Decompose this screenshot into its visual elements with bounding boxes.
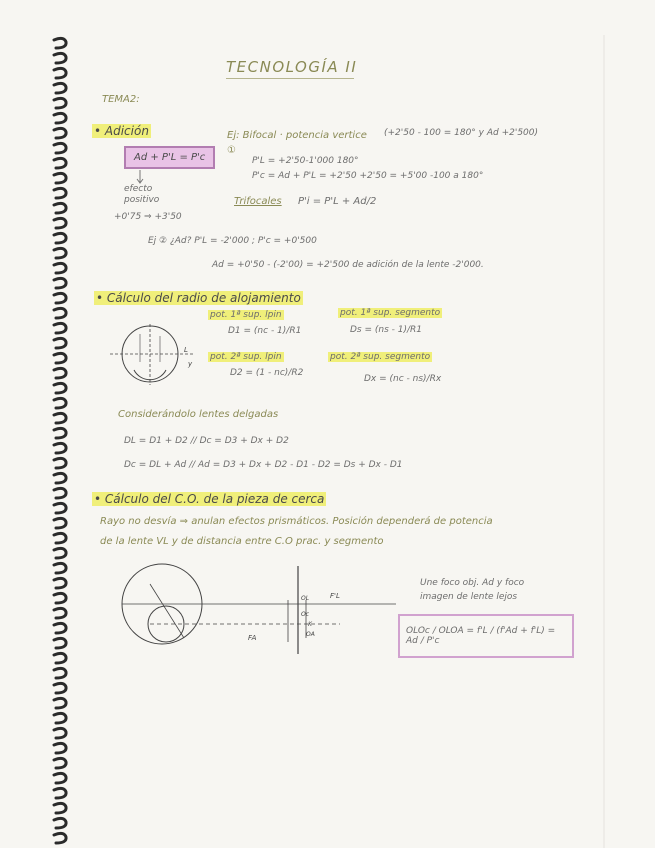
page-title: TECNOLOGÍA II [226, 58, 358, 76]
tema-label: TEMA2: [102, 94, 140, 105]
line-pc: P'c = Ad + P'L = +2'50 +2'50 = +5'00 -100 a 180° [252, 171, 484, 181]
label-oa: OA [306, 631, 315, 638]
ej1-label: Ej: Bifocal · potencia vertice [227, 130, 367, 141]
ej2-result: Ad = +0'50 - (-2'00) = +2'500 de adición de la lente -2'000. [212, 260, 484, 270]
f1-formula: D1 = (nc - 1)/R1 [228, 326, 302, 336]
adicion-range: +0'75 ⇒ +3'50 [114, 212, 182, 222]
section-heading-adicion: • Adición [94, 124, 149, 138]
ej1-circle: ① [227, 145, 236, 156]
paragraph-line-1: Rayo no desvía ⇒ anulan efectos prismáticos. Posición dependerá de potencia [100, 516, 493, 527]
svg-text:L: L [184, 346, 188, 354]
section-heading-radio: • Cálculo del radio de alojamiento [96, 291, 301, 305]
svg-text:y: y [188, 360, 193, 368]
f2-label: pot. 2ª sup. lpin [210, 352, 282, 362]
equation-1: DL = D1 + D2 // Dc = D3 + Dx + D2 [124, 436, 289, 446]
f2-formula: D2 = (1 - nc)/R2 [230, 368, 304, 378]
f3-label: pot. 1ª sup. segmento [340, 308, 441, 318]
arrow-note-2: positivo [124, 195, 160, 205]
f4-label: pot. 2ª sup. segmento [330, 352, 431, 362]
optical-center-diagram [120, 562, 400, 662]
trifocales-label: Trifocales [234, 196, 282, 207]
f3-formula: Ds = (ns - 1)/R1 [350, 325, 423, 335]
f1-label: pot. 1ª sup. lpin [210, 310, 282, 320]
label-ol: OL [301, 595, 310, 602]
ej1-conditions: (+2'50 - 100 = 180° y Ad +2'500) [384, 128, 539, 138]
boxed-formula: OLOc / OLOA = f'L / (f'Ad + f'L) = Ad / P'c [398, 614, 574, 658]
formula-box-adicion: Ad + P'L = P'c [124, 146, 215, 169]
label-fa: FA [248, 634, 257, 642]
thin-lens-note: Considerándolo lentes delgadas [118, 409, 279, 420]
bifocal-lens-diagram [104, 322, 208, 388]
label-fl: F'L [330, 592, 340, 600]
label-oc: Oc [301, 611, 310, 618]
trifocales-formula: P'i = P'L + Ad/2 [298, 196, 377, 207]
note-line-2: imagen de lente lejos [420, 592, 518, 602]
label-k: K [308, 621, 312, 628]
line-pl: P'L = +2'50-1'000 180° [252, 156, 359, 166]
arrow-down-icon [135, 170, 145, 184]
ej2-line: Ej ② ¿Ad? P'L = -2'000 ; P'c = +0'500 [148, 236, 317, 246]
equation-2: Dc = DL + Ad // Ad = D3 + Dx + D2 - D1 - D2 = Ds + Dx - D1 [124, 460, 403, 470]
paragraph-line-2: de la lente VL y de distancia entre C.O prac. y segmento [100, 536, 384, 547]
arrow-note-1: efecto [124, 184, 153, 194]
f4-formula: Dx = (nc - ns)/Rx [364, 374, 442, 384]
title-underline [226, 78, 354, 79]
section-heading-co: • Cálculo del C.O. de la pieza de cerca [94, 492, 325, 506]
note-line-1: Une foco obj. Ad y foco [420, 578, 525, 588]
